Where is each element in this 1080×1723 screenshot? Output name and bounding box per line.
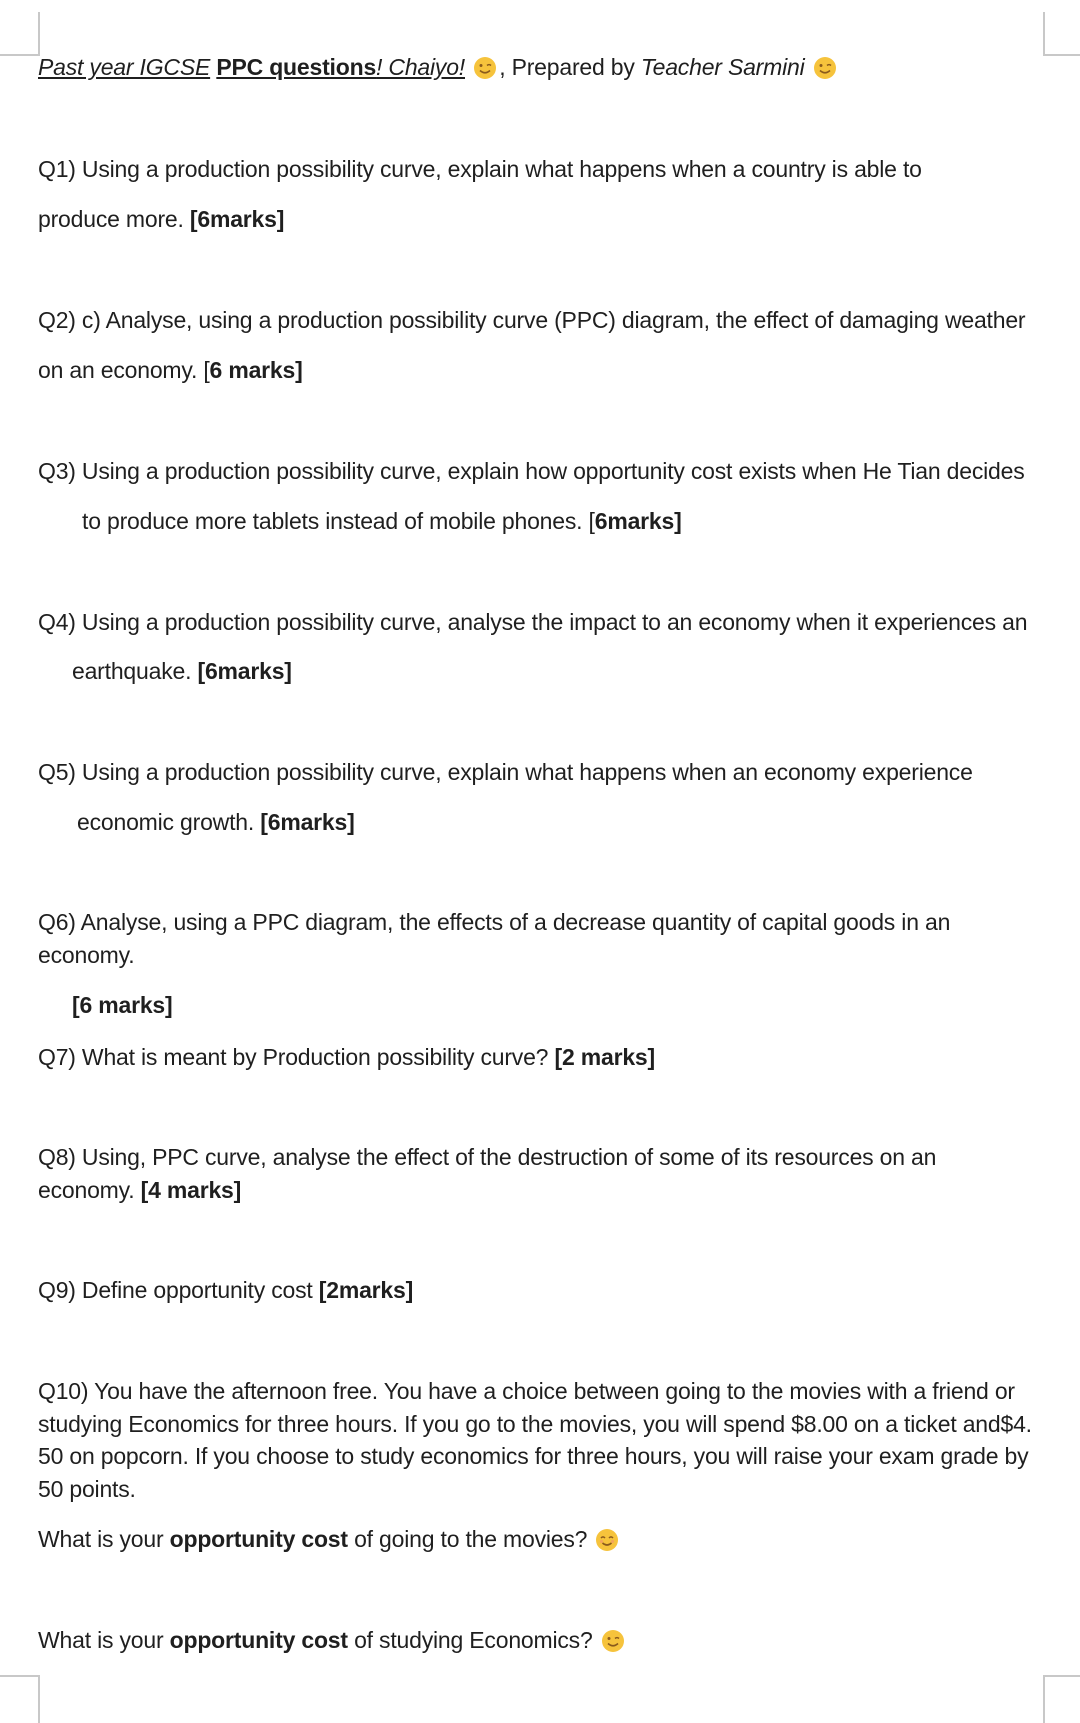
header-author: Teacher Sarmini [640,54,805,80]
q10-ask2-post: of studying Economics? [354,1627,593,1653]
q4-marks: [6marks] [197,658,292,684]
q9-marks: [2marks] [318,1277,414,1303]
q10-line1: Q10) You have the afternoon free. You have a choice between going to the movies with a friend or [38,1378,1015,1404]
wink-emoji-icon [601,1629,625,1653]
q10-ask1-bold: opportunity cost [169,1526,348,1552]
q10-ask-movies [38,1524,621,1554]
q5-text: economic growth. [77,809,255,835]
q7-line1 [38,1042,655,1072]
q2-line1: Q2) c) Analyse, using a production possibility curve (PPC) diagram, the effect of damaging weather [38,307,1026,333]
q3-text: to produce more tablets instead of mobile phones. [ [82,508,595,534]
q10-ask2-pre: What is your [38,1627,164,1653]
q1-line2 [38,204,284,234]
crop-mark-bottom-left [0,1675,40,1723]
header-part1: Past year IGCSE [38,54,211,80]
q1-text: produce more. [38,206,184,232]
q5-marks: [6marks] [260,809,355,835]
q10-ask2-bold: opportunity cost [169,1627,348,1653]
q8-line2 [38,1175,241,1205]
q10-line2: studying Economics for three hours. If you go to the movies, you will spend $8.00 on a ticket and$4. [38,1411,1032,1437]
crop-mark-top-right [1043,12,1080,56]
header-part3: ! Chaiyo! [376,54,465,80]
q7-marks: [2 marks] [554,1044,655,1070]
q7-text: Q7) What is meant by Production possibility curve? [38,1044,549,1070]
q8-line1: Q8) Using, PPC curve, analyse the effect of the destruction of some of its resources on an [38,1144,937,1170]
q2-marks: 6 marks] [209,357,303,383]
q5-line2 [77,807,355,837]
q10-line4: 50 points. [38,1476,136,1502]
q4-line2 [72,656,292,686]
q3-marks: 6marks] [594,508,682,534]
wink-emoji-icon [813,56,837,80]
q5-line1: Q5) Using a production possibility curve, explain what happens when an economy experience [38,759,973,785]
q3-line1: Q3) Using a production possibility curve, explain how opportunity cost exists when He Tian decides [38,458,1025,484]
q4-line1: Q4) Using a production possibility curve, analyse the impact to an economy when it experiences an [38,609,1028,635]
q2-line2 [38,355,303,385]
header-part2: PPC questions [216,54,377,80]
q4-text: earthquake. [72,658,192,684]
q9-text: Q9) Define opportunity cost [38,1277,313,1303]
q1-marks: [6marks] [189,206,285,232]
q6-line2: economy. [38,942,135,968]
smile-emoji-icon [595,1528,619,1552]
q8-text: economy. [38,1177,135,1203]
q3-line2 [82,506,682,536]
q9-line1 [38,1275,413,1305]
document-header [38,52,839,82]
q6-line1: Q6) Analyse, using a PPC diagram, the effects of a decrease quantity of capital goods in an [38,909,951,935]
q10-ask-economics [38,1625,627,1655]
q1-line1: Q1) Using a production possibility curve, explain what happens when a country is able to [38,156,922,182]
q10-ask1-post: of going to the movies? [354,1526,588,1552]
q6-marks-line [72,990,172,1020]
header-part4: , Prepared by [499,54,635,80]
q8-marks: [4 marks] [140,1177,242,1203]
q10-ask1-pre: What is your [38,1526,164,1552]
crop-mark-bottom-right [1043,1675,1080,1723]
q10-line3: 50 on popcorn. If you choose to study economics for three hours, you will raise your exam grade by [38,1443,1029,1469]
crop-mark-top-left [0,12,40,56]
q2-text: on an economy. [ [38,357,210,383]
q6-marks: [6 marks] [72,992,173,1018]
wink-emoji-icon [473,56,497,80]
